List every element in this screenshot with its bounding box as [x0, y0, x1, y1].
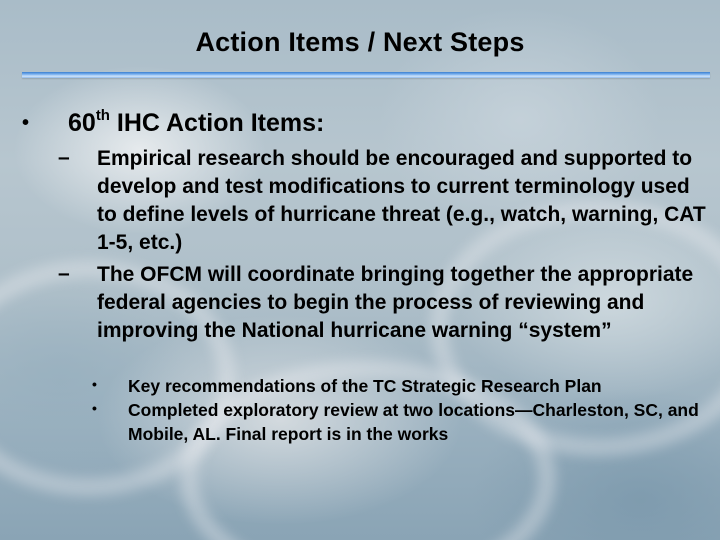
sub-item-text: Empirical research should be encouraged and supported to develop and test modifications to current terminology used to define levels of hurricane threat (e.g., watch, warning, CAT 1-5, etc.) [97, 147, 706, 254]
sub-sub-item-text: Key recommendations of the TC Strategic Research Plan [128, 376, 602, 396]
sub-item-text: The OFCM will coordinate bringing together the appropriate federal agencies to begin the process of reviewing and improving the National hurricane warning “system” [97, 263, 694, 342]
bullet-heading-text: IHC Action Items: [109, 109, 325, 137]
title-underline-rule [22, 72, 710, 78]
sub-sub-item-text: Completed exploratory review at two locations—Charleston, SC, and Mobile, AL. Final report is in the works [128, 400, 699, 444]
bullet-heading-number: 60 [68, 109, 96, 137]
sub-sub-item-marker: • [92, 400, 97, 416]
bullet-heading [68, 109, 324, 138]
slide-title: Action Items / Next Steps [195, 27, 525, 57]
bullet-marker: • [22, 112, 30, 134]
sub-sub-item-marker: • [92, 376, 97, 392]
sub-item-marker: – [58, 262, 70, 285]
bullet-heading-superscript: th [95, 107, 110, 124]
sub-item-marker: – [58, 146, 70, 169]
